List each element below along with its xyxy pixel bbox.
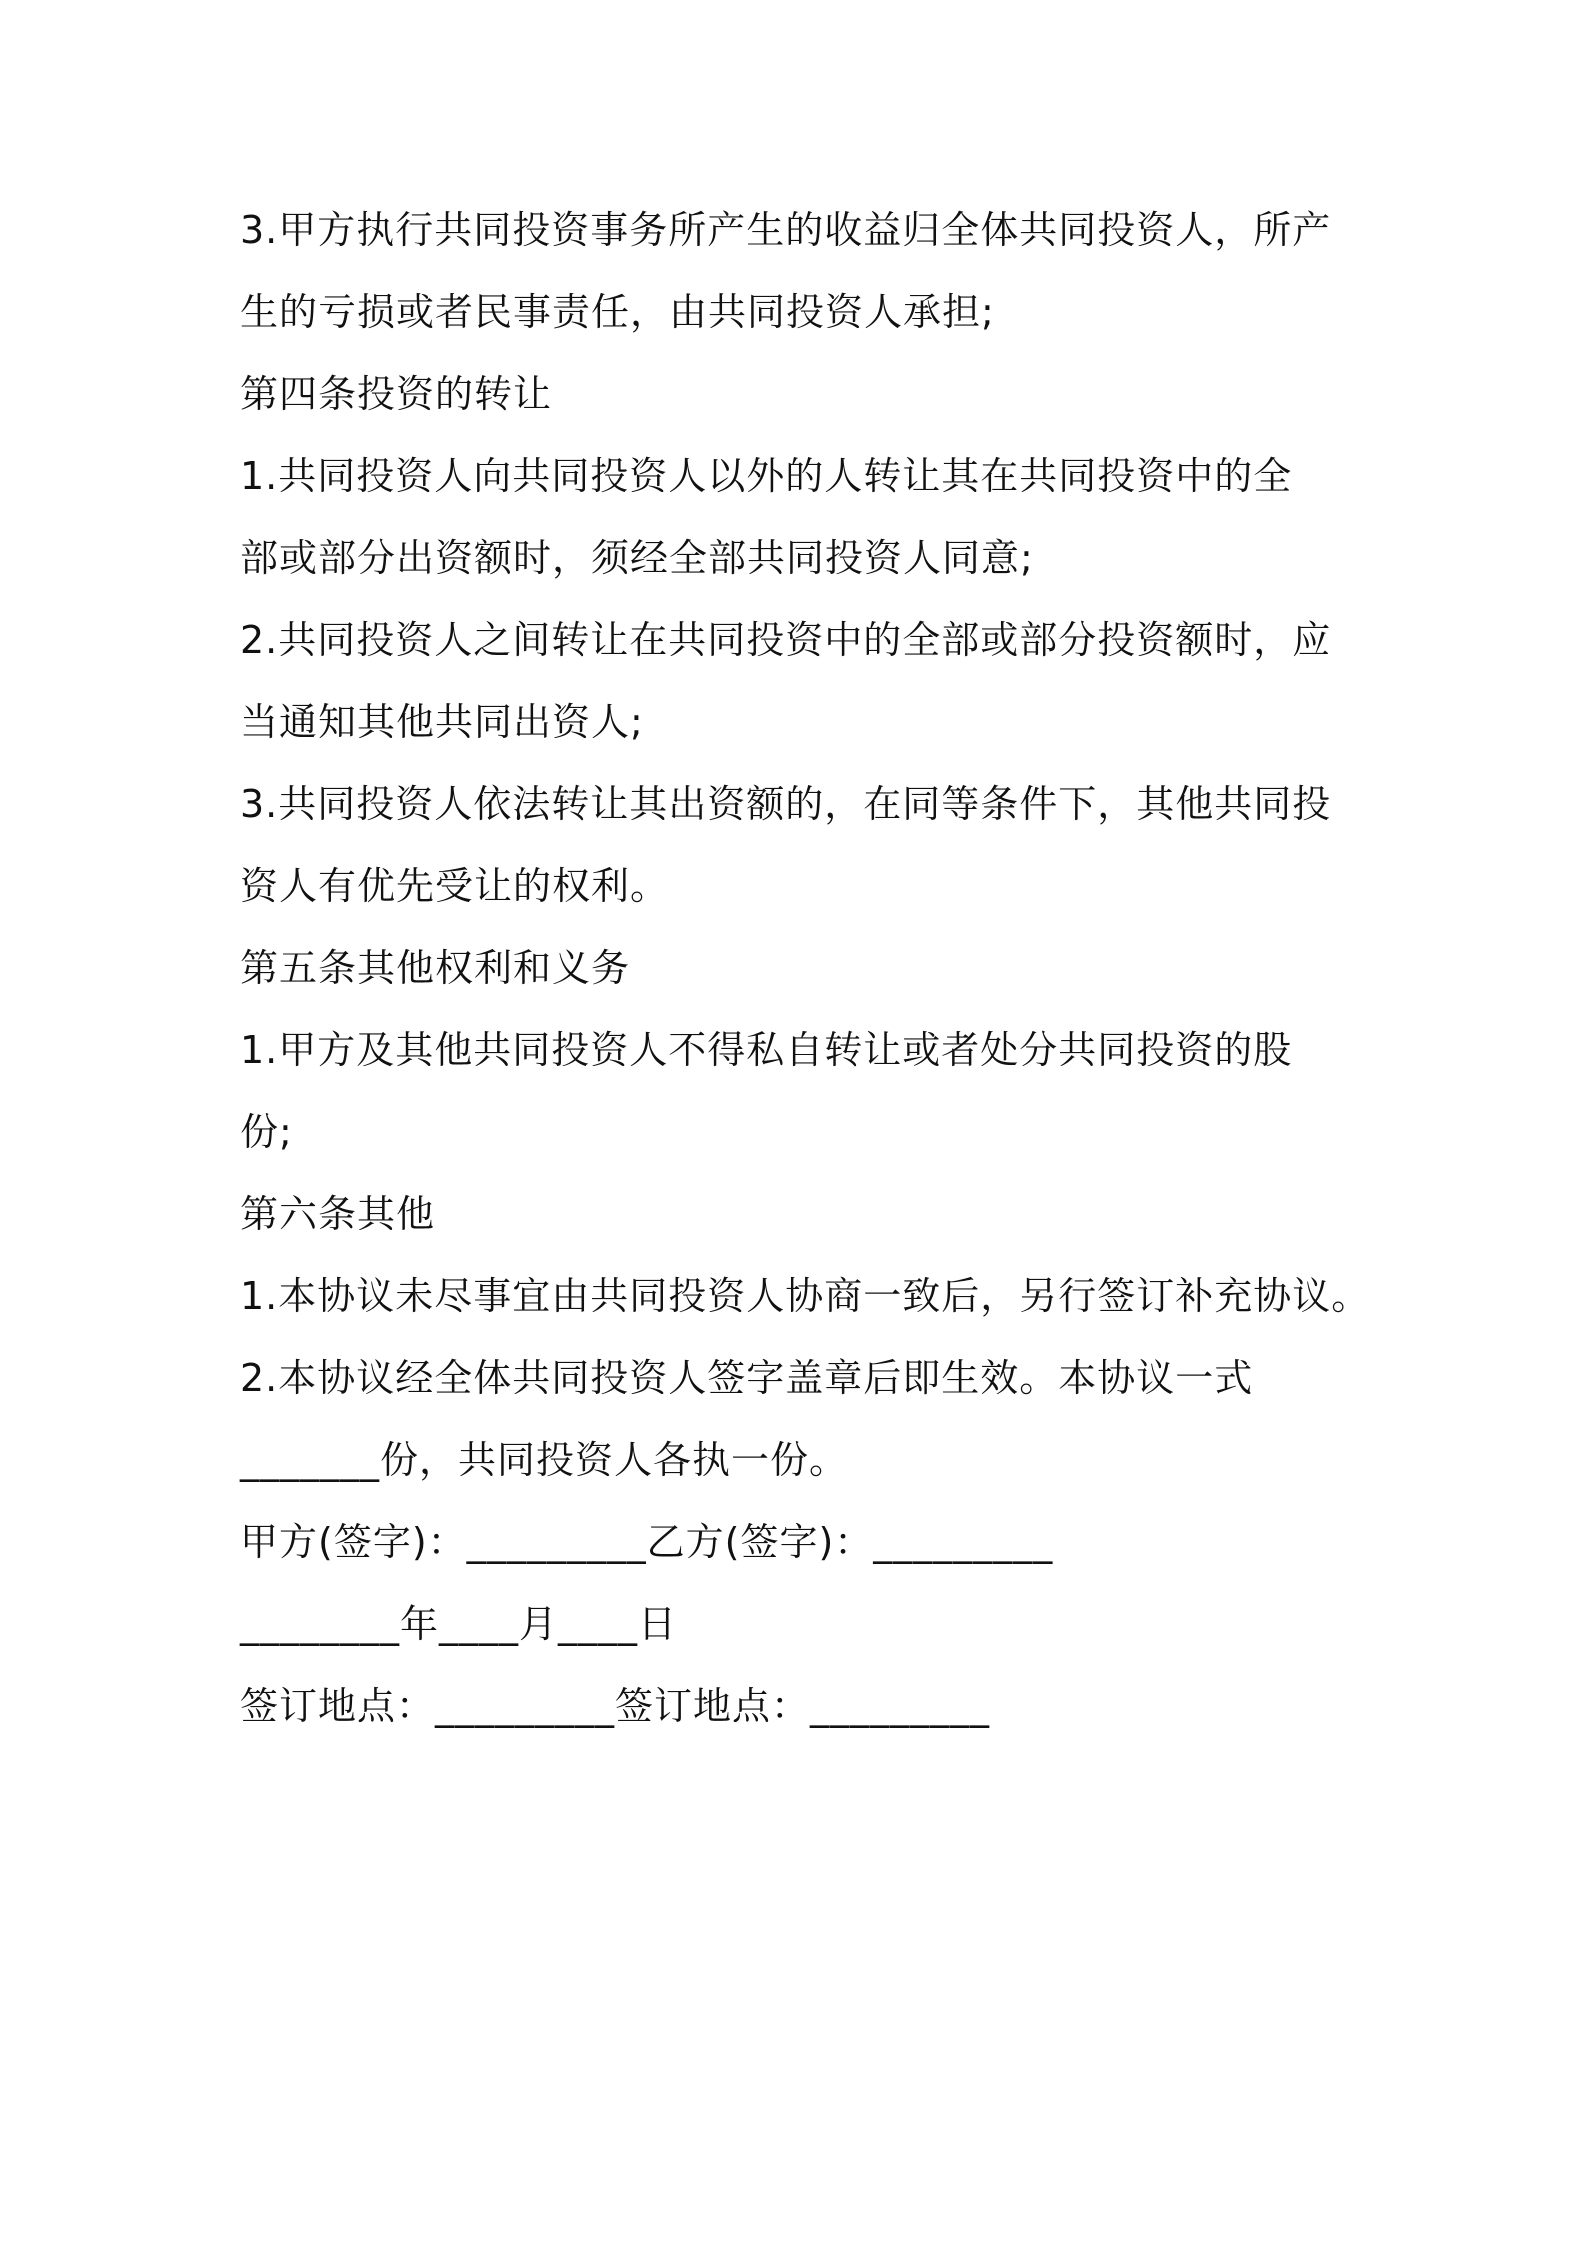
clause-4-3-line-2: 资人有优先受让的权利。 bbox=[240, 864, 670, 908]
clause-6-2-line-1: 2.本协议经全体共同投资人签字盖章后即生效。本协议一式 bbox=[240, 1356, 1254, 1400]
clause-4-3-line-1: 3.共同投资人依法转让其出资额的，在同等条件下，其他共同投 bbox=[240, 782, 1332, 826]
clause-5-1-line-2: 份; bbox=[240, 1110, 293, 1154]
signature-line: 甲方(签字)：_________乙方(签字)：_________ bbox=[240, 1520, 1054, 1564]
date-line: ________年____月____日 bbox=[240, 1602, 678, 1646]
clause-4-1-line-2: 部或部分出资额时，须经全部共同投资人同意; bbox=[240, 536, 1034, 580]
clause-4-2-line-1: 2.共同投资人之间转让在共同投资中的全部或部分投资额时，应 bbox=[240, 618, 1332, 662]
clause-4-2-line-2: 当通知其他共同出资人; bbox=[240, 700, 644, 744]
clause-3-3-line-2: 生的亏损或者民事责任，由共同投资人承担; bbox=[240, 290, 995, 334]
signing-location-line: 签订地点：_________签订地点：_________ bbox=[240, 1684, 991, 1728]
clause-6-2-line-2: _______份，共同投资人各执一份。 bbox=[240, 1438, 849, 1482]
clause-3-3-line-1: 3.甲方执行共同投资事务所产生的收益归全体共同投资人，所产 bbox=[240, 208, 1332, 252]
clause-6-1: 1.本协议未尽事宜由共同投资人协商一致后，另行签订补充协议。 bbox=[240, 1274, 1371, 1318]
clause-5-1-line-1: 1.甲方及其他共同投资人不得私自转让或者处分共同投资的股 bbox=[240, 1028, 1293, 1072]
article-6-heading: 第六条其他 bbox=[240, 1192, 436, 1236]
article-5-heading: 第五条其他权利和义务 bbox=[240, 946, 631, 990]
article-4-heading: 第四条投资的转让 bbox=[240, 372, 553, 416]
clause-4-1-line-1: 1.共同投资人向共同投资人以外的人转让其在共同投资中的全 bbox=[240, 454, 1293, 498]
